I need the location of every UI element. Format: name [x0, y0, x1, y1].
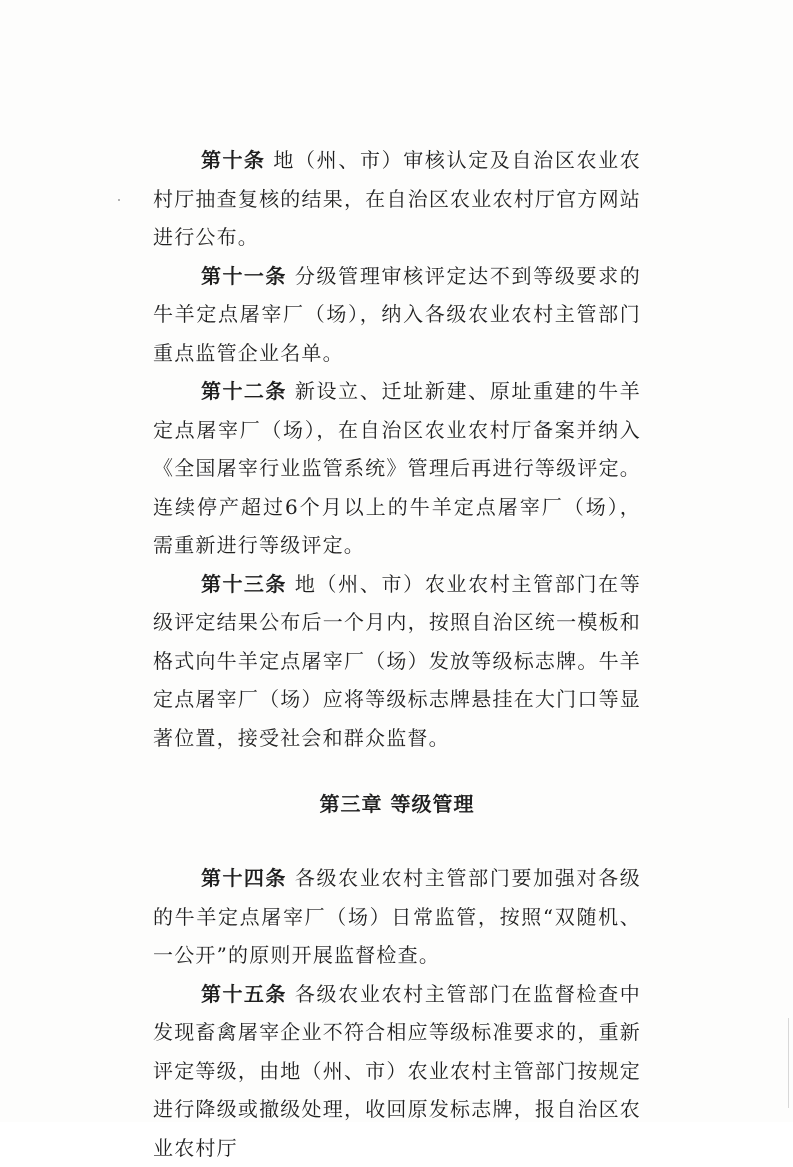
- article-15: [153, 975, 641, 1167]
- scan-speck: [118, 199, 120, 201]
- article-label: 第十条: [201, 148, 265, 172]
- article-13: [153, 565, 641, 758]
- article-10: [153, 141, 641, 257]
- article-text: 新设立、迁址新建、原址重建的牛羊定点屠宰厂（场），在自治区农业农村厅备案并纳入《全国屠宰行业监管系统》管理后再进行等级评定。连续停产超过6个月以上的牛羊定点屠宰厂（场），需重新进行等级评定。: [153, 379, 641, 557]
- article-text: 地（州、市）审核认定及自治区农业农村厅抽查复核的结果，在自治区农业农村厅官方网站进行公布。: [153, 148, 641, 249]
- article-text: 地（州、市）农业农村主管部门在等级评定结果公布后一个月内，按照自治区统一模板和格式向牛羊定点屠宰厂（场）发放等级标志牌。牛羊定点屠宰厂（场）应将等级标志牌悬挂在大门口等显著位置，接受社会和群众监督。: [153, 572, 641, 750]
- article-label: 第十二条: [201, 379, 287, 403]
- article-12: [153, 372, 641, 565]
- article-text: 各级农业农村主管部门要加强对各级的牛羊定点屠宰厂（场）日常监管，按照“双随机、一公开”的原则开展监督检查。: [153, 866, 641, 967]
- article-14: [153, 859, 641, 975]
- article-label: 第十三条: [201, 572, 287, 596]
- document-body: [153, 141, 641, 1167]
- article-label: 第十四条: [201, 866, 287, 890]
- article-text: 分级管理审核评定达不到等级要求的牛羊定点屠宰厂（场），纳入各级农业农村主管部门重点监管企业名单。: [153, 264, 641, 365]
- article-11: [153, 257, 641, 373]
- scan-edge-mark: [788, 1018, 789, 1108]
- article-label: 第十一条: [201, 264, 287, 288]
- article-text: 各级农业农村主管部门在监督检查中发现畜禽屠宰企业不符合相应等级标准要求的，重新评定等级，由地（州、市）农业农村主管部门按规定进行降级或撤级处理，收回原发标志牌，报自治区农业农村厅: [153, 982, 641, 1160]
- article-label: 第十五条: [201, 982, 287, 1006]
- chapter-heading: 第三章 等级管理: [153, 785, 641, 823]
